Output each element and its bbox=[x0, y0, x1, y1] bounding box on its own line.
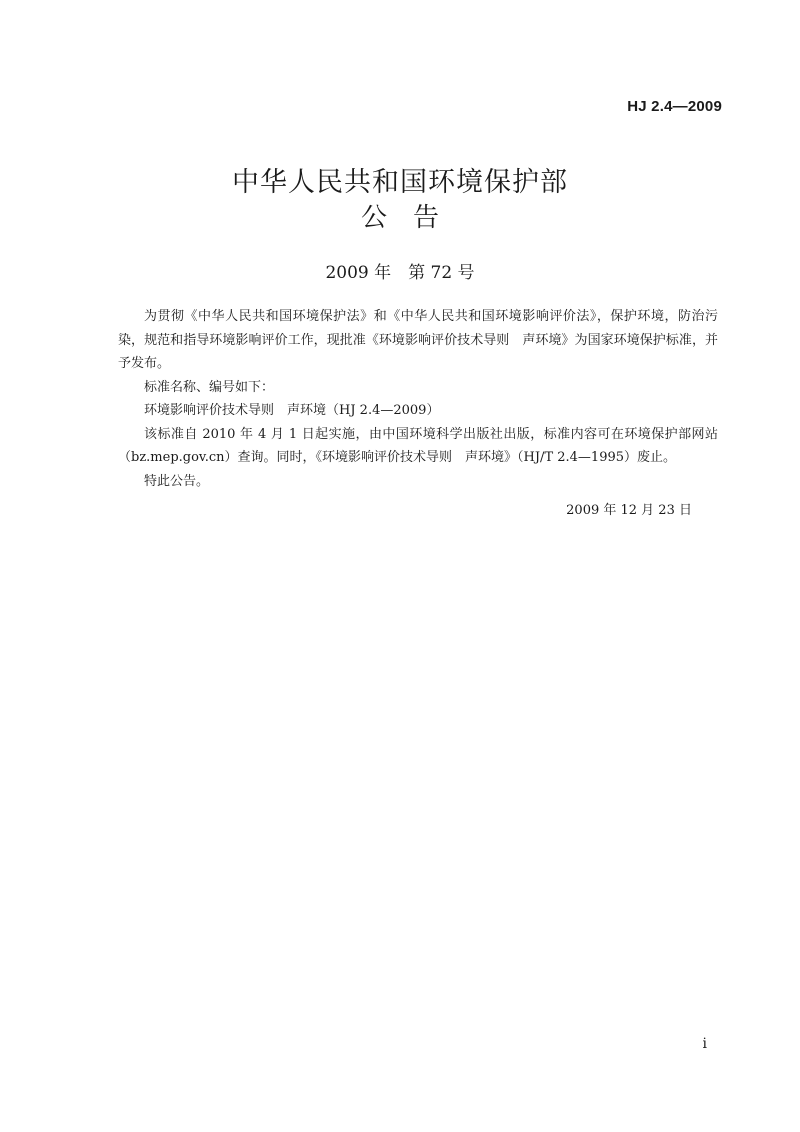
paragraph-closing: 特此公告。 bbox=[144, 473, 210, 489]
page-number: i bbox=[702, 1036, 707, 1052]
standard-code: HJ 2.4—2009 bbox=[627, 98, 722, 115]
announcement-body bbox=[118, 305, 718, 493]
paragraph-purpose: 为贯彻《中华人民共和国环境保护法》和《中华人民共和国环境影响评价法》，保护环境，防治污染，规范和指导环境影响评价工作，现批准《环境影响评价技术导则 声环境》为国家环境保护标准，并予发布。 bbox=[118, 309, 718, 371]
issue-number: 2009 年 第 72 号 bbox=[325, 263, 475, 283]
paragraph-implementation: 该标准自 2010 年 4 月 1 日起实施，由中国环境科学出版社出版，标准内容可在环境保护部网站（bz.mep.gov.cn）查询。同时，《环境影响评价技术导则 声环境》（HJ/T 2.4—1995）废止。 bbox=[118, 426, 718, 465]
paragraph-standard-list-intro: 标准名称、编号如下： bbox=[144, 379, 275, 395]
announcement-title: 公 告 bbox=[360, 203, 439, 233]
paragraph-standard-name: 环境影响评价技术导则 声环境（HJ 2.4—2009） bbox=[144, 403, 440, 418]
announcement-date: 2009 年 12 月 23 日 bbox=[566, 503, 692, 518]
issuer-title: 中华人民共和国环境保护部 bbox=[232, 167, 568, 198]
